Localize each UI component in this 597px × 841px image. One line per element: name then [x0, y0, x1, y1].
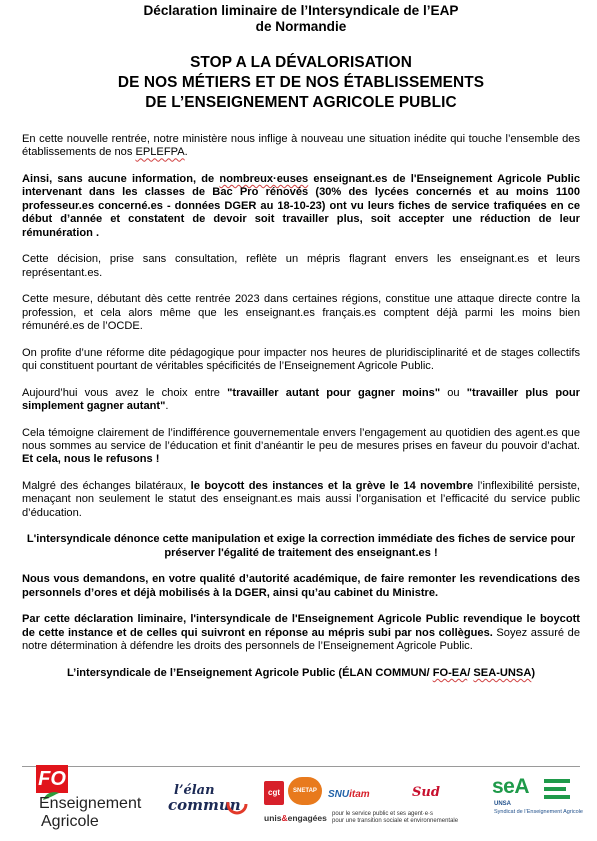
- spellcheck-word: nombreux·euses: [219, 173, 309, 185]
- paragraph-text: Ainsi, sans aucune information, de: [22, 173, 220, 185]
- signature-text: /: [467, 666, 474, 679]
- document: [22, 0, 580, 693]
- title-line-1: STOP A LA DÉVALORISATION: [190, 54, 412, 71]
- document-body: [22, 133, 580, 680]
- signature-text: L’intersyndicale de l’Enseignement Agricole Public (ÉLAN COMMUN/: [66, 666, 433, 679]
- signature: [22, 667, 580, 680]
- spellcheck-word: EPLEFPA: [135, 146, 185, 159]
- paragraph-choix: [22, 387, 580, 414]
- sea-stripes-icon: [544, 779, 572, 801]
- paragraph-text: Soyez assuré de notre détermination à défendre les droits des personnels de l’Enseignement Agricole Public.: [22, 626, 580, 653]
- paragraph-text: .: [184, 146, 188, 159]
- slogan-amp: &: [281, 813, 288, 823]
- document-title: [22, 53, 580, 113]
- paragraph-text: l’inflexibilité persiste, menaçant non seulement le statut des enseignant.es mais aussi l’organisation et l’efficacité du service public d’éducation.: [22, 480, 580, 519]
- emphasis: le boycott des instances et la grève le 14 novembre: [190, 480, 474, 493]
- title-line-2: DE NOS MÉTIERS ET DE NOS ÉTABLISSEMENTS: [117, 74, 485, 91]
- fo-line-2: Agricole: [41, 813, 99, 830]
- paragraph-reforme: On profite d’une réforme dite pédagogique pour impacter nos heures de pluridisciplinarité et de stages collectifs qui constituent pourtant de véritables spécificités de l’Enseignement Agricole Public.: [22, 346, 580, 373]
- paragraph-revendication: [22, 613, 580, 653]
- paragraph-text: ou: [440, 386, 467, 399]
- quote-2: "travailler plus pour simplement gagner autant": [22, 386, 581, 413]
- paragraph-demande: Nous vous demandons, en votre qualité d’autorité académique, de faire remonter les revendications des personnels d’ores et déjà mobilisés à la DGER, ainsi qu’au cabinet du Ministre.: [22, 573, 580, 599]
- snetap-badge: SNETAP: [288, 777, 322, 805]
- elan-line-2: commun: [168, 796, 241, 814]
- fsu-text: SNU: [328, 789, 350, 800]
- paragraph-text: Cela témoigne clairement de l’indifférence gouvernementale envers l’engagement au quotidien des agent.es que nous sommes au service de l’éducation et finit d’anéantir le peu de mesures prises en faveur du pouvoir d’achat.: [22, 426, 580, 453]
- fo-logo: [36, 765, 156, 837]
- paragraph-denonce: L'intersyndicale dénonce cette manipulation et exige la correction immédiate des fiches de service pour préserver l'égalité de traitement des enseignant.es !: [26, 533, 576, 559]
- paragraph-boycott: [22, 480, 580, 520]
- title-line-3: DE L’ENSEIGNEMENT AGRICOLE PUBLIC: [145, 94, 457, 111]
- sea-name: seA: [492, 775, 530, 798]
- paragraph-text: Malgré des échanges bilatéraux,: [22, 480, 191, 493]
- swirl-icon: [226, 793, 248, 815]
- unis-tagline-2: pour une transition sociale et environnementale: [332, 818, 459, 824]
- fsu-logo: [328, 789, 370, 800]
- spellcheck-word: SEA-UNSA: [473, 666, 532, 679]
- document-header: [22, 3, 580, 35]
- sud-logo: Sud: [412, 785, 440, 800]
- paragraph-mesure: Cette mesure, débutant dès cette rentrée 2023 dans certaines régions, constitue une attaque directe contre la profession, et cela alors même que les enseignant.es français.es comptent déjà parmi les moins bien rémunéré.es de l’OCDE.: [22, 293, 580, 333]
- paragraph-decision: Cette décision, prise sans consultation, reflète un mépris flagrant envers les enseignant.es et leurs représentant.es.: [22, 253, 580, 279]
- slogan-text: engagées: [287, 813, 327, 823]
- sea-tagline: Syndicat de l’Enseignement Agricole: [494, 809, 583, 815]
- unis-slogan: [264, 813, 327, 823]
- spellcheck-word: FO-EA: [432, 666, 468, 679]
- paragraph-bac-pro: [22, 173, 580, 240]
- header-line-2: de Normandie: [255, 19, 347, 34]
- fo-badge: FO: [36, 765, 68, 793]
- signature-text: ): [531, 666, 536, 679]
- sea-unsa-logo: [492, 775, 583, 831]
- paragraph-text: .: [165, 400, 169, 413]
- itam-text: itam: [349, 789, 370, 800]
- paragraph-indifference: [22, 427, 580, 467]
- fo-line-1: Enseignement: [39, 795, 142, 812]
- quote-1: "travailler autant pour gagner moins": [227, 386, 441, 399]
- sea-unsa: UNSA: [494, 801, 512, 807]
- cgt-badge: cgt: [264, 781, 284, 805]
- unis-tagline-1: pour le service public et ses agent·e·s: [332, 811, 434, 817]
- paragraph-text: En cette nouvelle rentrée, notre ministère nous inflige à nouveau une situation inédite qui touche l’ensemble des établissements de nos: [22, 133, 580, 159]
- elan-line-1: l’élan: [174, 783, 215, 798]
- header-line-1: Déclaration liminaire de l’Intersyndicale de l’EAP: [143, 3, 459, 18]
- logos-footer: [22, 759, 583, 837]
- paragraph-text: enseignant.es de l'Enseignement Agricole Public intervenant dans les classes de Bac Pro rénovés (30% des lycées concernés et au moins 1100 professeur.es concerné.es - données DGER au 18-10-23) ont vu leurs fiches de service trafiquées en ce début d’année et constatent de devoir soit travailler plus, soit accepter une réduction de leur rémunération .: [22, 173, 580, 239]
- emphasis: Par cette déclaration liminaire, l'intersyndicale de l'Enseignement Agricole Public revendique le boycott de cette instance et de celles qui suivront en réponse au mépris subi par nos collègues.: [22, 613, 580, 639]
- slogan-text: unis: [264, 813, 282, 823]
- elan-commun-logo: [168, 783, 250, 823]
- unis-engagees-logo: [264, 777, 460, 833]
- emphasis: Et cela, nous le refusons !: [22, 453, 160, 466]
- paragraph-intro: [22, 133, 580, 160]
- paragraph-text: Aujourd’hui vous avez le choix entre: [22, 386, 228, 399]
